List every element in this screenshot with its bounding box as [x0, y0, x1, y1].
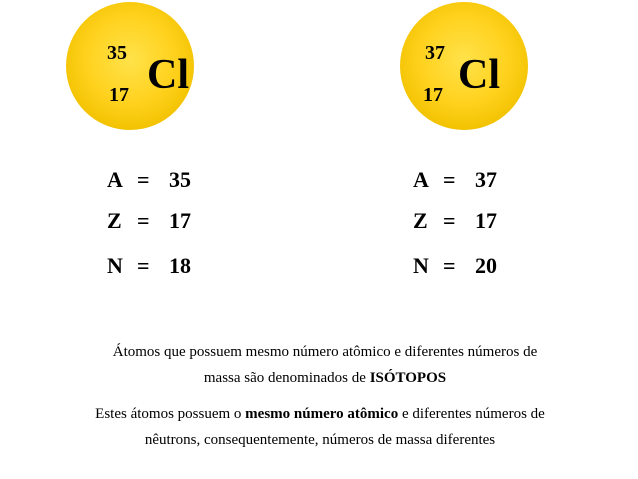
mass-number: 35 [107, 42, 127, 64]
isotope-definition [60, 339, 590, 391]
definition-line-1: Átomos que possuem mesmo número atômico e diferentes números de [112, 344, 538, 360]
atomic-number: 17 [109, 84, 129, 106]
atom-circle-cl37 [400, 2, 528, 130]
equation-z-left: Z = 17 [107, 208, 191, 233]
explanation-line-1: Estes átomos possuem o mesmo número atômico e diferentes números de [95, 406, 545, 422]
isotopos-term: ISÓTOPOS [369, 370, 447, 386]
element-symbol: Cl [147, 52, 189, 98]
explanation-line-2: nêutrons, consequentemente, números de massa diferentes [144, 432, 496, 448]
equation-a-right: A = 37 [413, 167, 497, 192]
equation-z-right: Z = 17 [413, 208, 497, 233]
emphasis-text: mesmo número atômico [245, 406, 399, 422]
equation-a-left: A = 35 [107, 167, 191, 192]
atomic-number: 17 [423, 84, 443, 106]
mass-number: 37 [425, 42, 445, 64]
atom-circle-cl35 [66, 2, 194, 130]
definition-line-2: massa são denominados de ISÓTOPOS [203, 370, 447, 386]
element-symbol: Cl [458, 52, 500, 98]
isotope-explanation [45, 401, 595, 453]
equation-n-right: N = 20 [413, 253, 497, 278]
equation-n-left: N = 18 [107, 253, 191, 278]
